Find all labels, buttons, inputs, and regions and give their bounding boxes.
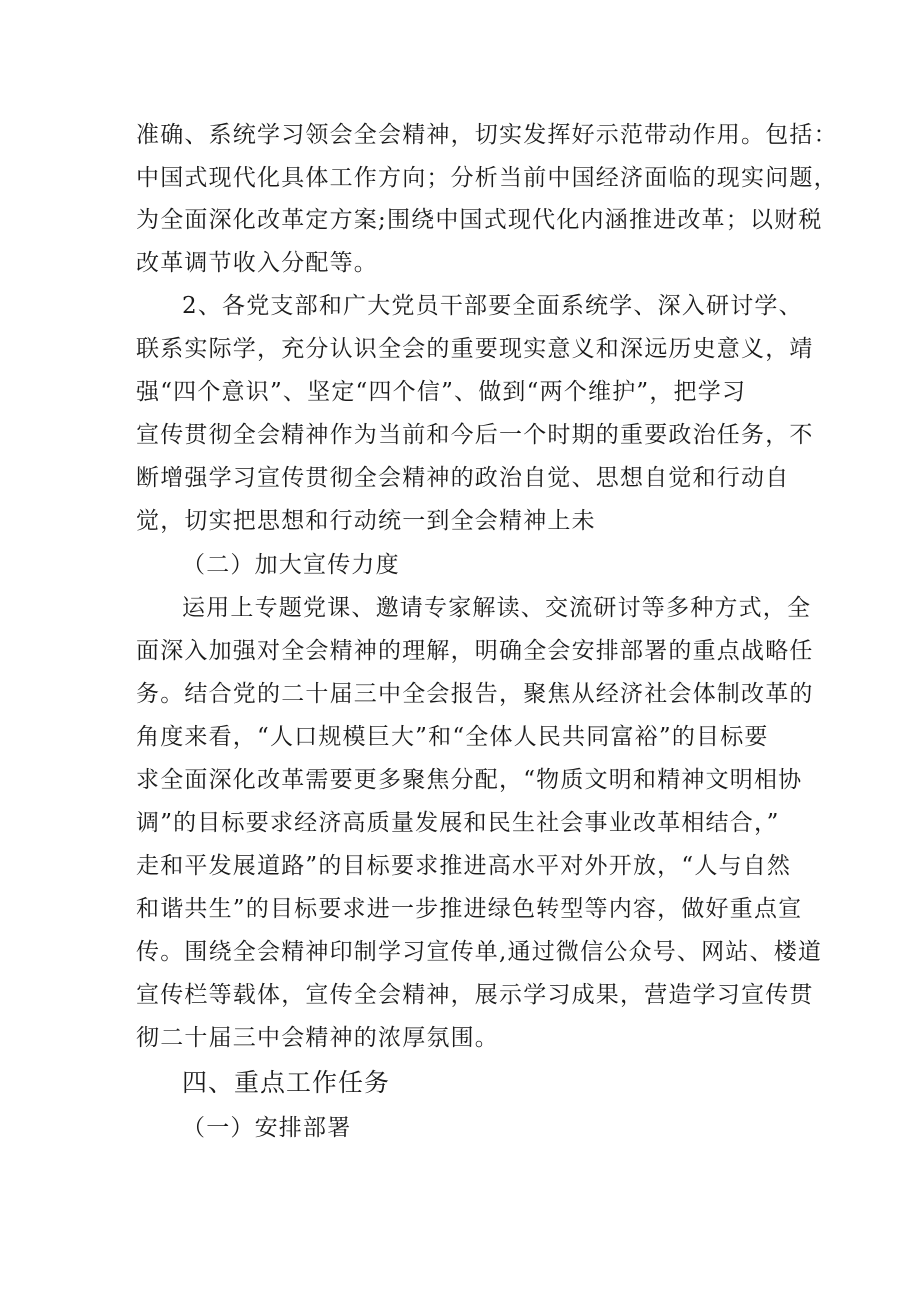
paragraph-2-line: 联系实际学，充分认识全会的重要现实意义和深远历史意义，靖 <box>136 336 814 362</box>
paragraph-3-line: 和谐共生”的目标要求进一步推进绿色转型等内容，做好重点宣 <box>136 896 803 922</box>
paragraph-3-line: 彻二十届三中会精神的浓厚氛围。 <box>136 1025 499 1051</box>
paragraph-2-line: 断增强学习宣传贯彻全会精神的政治自觉、思想自觉和行动自 <box>136 465 790 491</box>
paragraph-3-line: 务。结合党的二十届三中全会报告，聚焦从经济社会体制改革的 <box>136 681 814 707</box>
paragraph-3-line: 宣传栏等载体，宣传全会精神，展示学习成果，营造学习宣传贯 <box>136 982 814 1008</box>
paragraph-2-line: 觉，切实把思想和行动统一到全会精神上未 <box>136 508 596 534</box>
paragraph-2-line: 2、各党支部和广大党员干部要全面系统学、深入研讨学、 <box>182 293 803 319</box>
paragraph-1-line: 改革调节收入分配等。 <box>136 250 378 276</box>
subheading-expand-publicity: （二）加大宣传力度 <box>182 552 400 578</box>
paragraph-2-line: 宣传贯彻全会精神作为当前和今后一个时期的重要政治任务，不 <box>136 422 814 448</box>
paragraph-1-line: 准确、系统学习领会全会精神，切实发挥好示范带动作用。包括： <box>136 122 838 148</box>
paragraph-1-line: 为全面深化改革定方案;围绕中国式现代化内涵推进改革；以财税 <box>136 207 823 233</box>
paragraph-3-line: 面深入加强对全会精神的理解，明确全会安排部署的重点战略任 <box>136 638 814 664</box>
subheading-arrangement: （一）安排部署 <box>182 1115 352 1141</box>
section-heading-key-tasks: 四、重点工作任务 <box>182 1068 391 1097</box>
paragraph-3-line: 传。围绕全会精神印制学习宣传单,通过微信公众号、网站、楼道 <box>136 939 823 965</box>
paragraph-1-line: 中国式现代化具体工作方向；分析当前中国经济面临的现实问题， <box>136 165 838 191</box>
paragraph-3-line: 求全面深化改革需要更多聚焦分配，“物质文明和精神文明相协 <box>136 767 803 793</box>
paragraph-3-line: 调”的目标要求经济高质量发展和民生社会事业改革相结合，” <box>136 810 780 836</box>
paragraph-3-line: 走和平发展道路”的目标要求推进高水平对外开放，“人与自然 <box>136 853 792 879</box>
paragraph-3-line: 角度来看，“人口规模巨大”和“全体人民共同富裕”的目标要 <box>136 724 769 750</box>
paragraph-3-line: 运用上专题党课、邀请专家解读、交流研讨等多种方式，全 <box>182 595 812 621</box>
paragraph-2-line: 强“四个意识”、坚定“四个信”、做到“两个维护”，把学习 <box>136 379 747 405</box>
